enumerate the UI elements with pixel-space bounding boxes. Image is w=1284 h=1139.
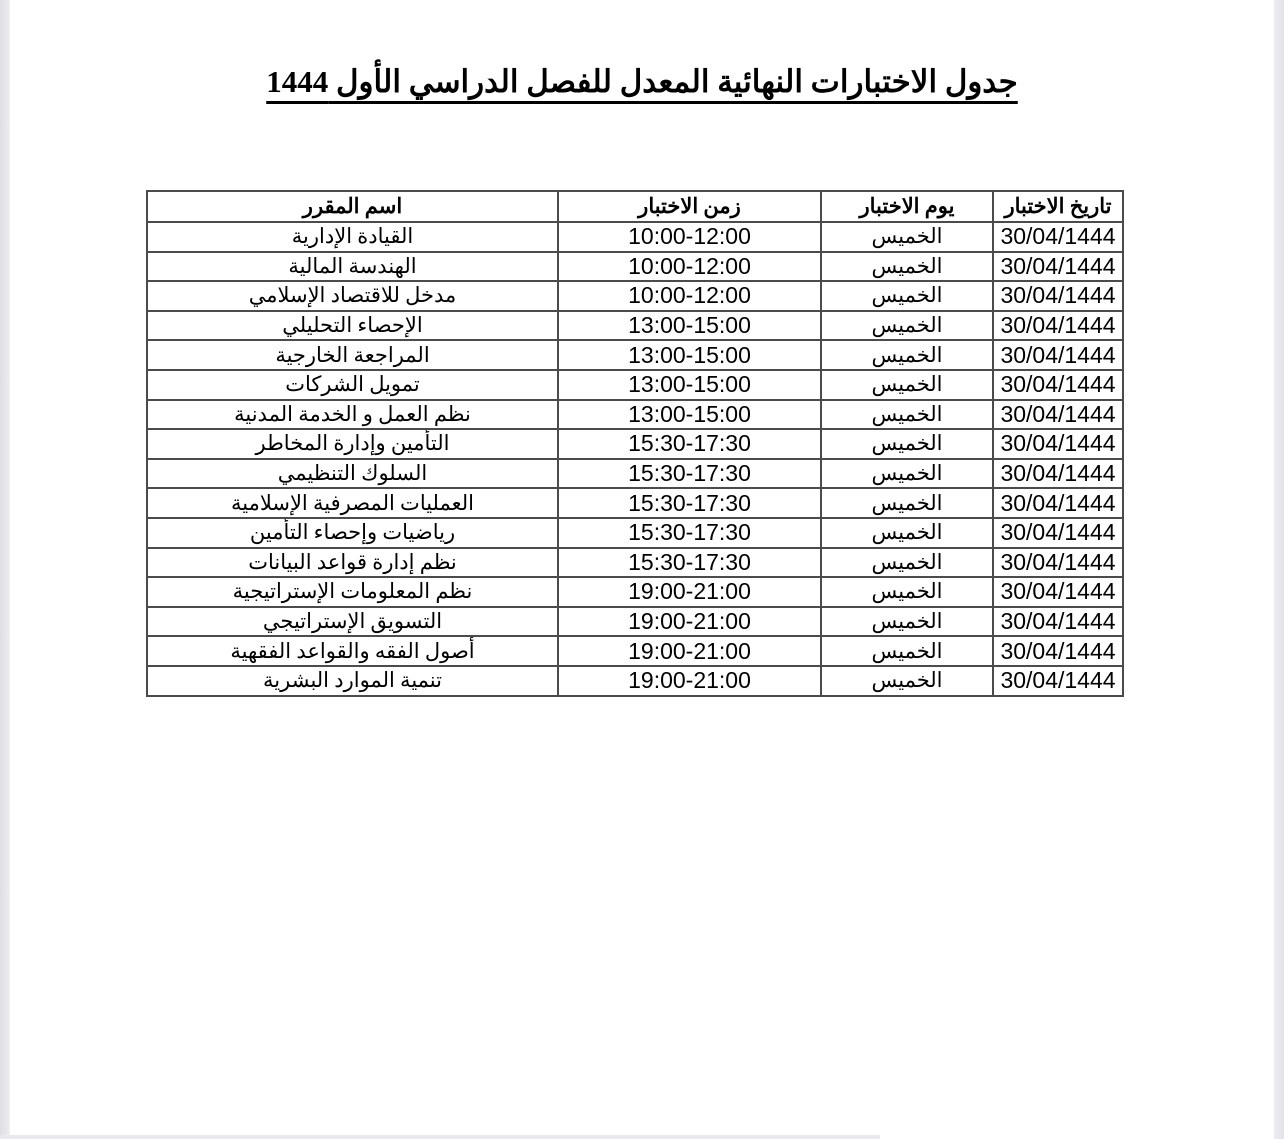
cell-time: 15:30-17:30 [558,429,821,459]
cell-time: 15:30-17:30 [558,459,821,489]
table-row [147,370,1123,400]
table-row [147,488,1123,518]
table-row [147,459,1123,489]
table-row [147,666,1123,696]
cell-course: رياضيات وإحصاء التأمين [147,518,558,548]
cell-date: 30/04/1444 [993,370,1123,400]
cell-course: التسويق الإستراتيجي [147,607,558,637]
table-row [147,518,1123,548]
cell-course: نظم العمل و الخدمة المدنية [147,400,558,430]
cell-date: 30/04/1444 [993,311,1123,341]
column-header-day: يوم الاختبار [821,191,993,222]
cell-time: 19:00-21:00 [558,636,821,666]
cell-day: الخميس [821,548,993,578]
cell-date: 30/04/1444 [993,281,1123,311]
cell-time: 15:30-17:30 [558,518,821,548]
cell-day: الخميس [821,577,993,607]
cell-time: 13:00-15:00 [558,370,821,400]
cell-time: 10:00-12:00 [558,222,821,252]
cell-time: 19:00-21:00 [558,577,821,607]
cell-day: الخميس [821,488,993,518]
cell-day: الخميس [821,340,993,370]
cell-course: نظم إدارة قواعد البيانات [147,548,558,578]
cell-day: الخميس [821,222,993,252]
table-row [147,400,1123,430]
table-row [147,281,1123,311]
table-row [147,548,1123,578]
cell-course: الهندسة المالية [147,252,558,282]
cell-time: 10:00-12:00 [558,281,821,311]
cell-day: الخميس [821,607,993,637]
cell-day: الخميس [821,370,993,400]
cell-date: 30/04/1444 [993,429,1123,459]
cell-course: مدخل للاقتصاد الإسلامي [147,281,558,311]
cell-course: القيادة الإدارية [147,222,558,252]
cell-course: تمويل الشركات [147,370,558,400]
cell-date: 30/04/1444 [993,459,1123,489]
cell-day: الخميس [821,281,993,311]
page-edge-bottom [0,1135,880,1139]
cell-date: 30/04/1444 [993,666,1123,696]
cell-time: 13:00-15:00 [558,311,821,341]
page-edge-right [1274,0,1284,1139]
cell-time: 15:30-17:30 [558,548,821,578]
page-edge-left [0,0,10,1139]
cell-time: 13:00-15:00 [558,340,821,370]
cell-day: الخميس [821,311,993,341]
table-row [147,222,1123,252]
cell-date: 30/04/1444 [993,340,1123,370]
table-row [147,577,1123,607]
cell-time: 15:30-17:30 [558,488,821,518]
cell-course: الإحصاء التحليلي [147,311,558,341]
cell-date: 30/04/1444 [993,252,1123,282]
cell-course: العمليات المصرفية الإسلامية [147,488,558,518]
cell-date: 30/04/1444 [993,607,1123,637]
cell-course: المراجعة الخارجية [147,340,558,370]
cell-day: الخميس [821,518,993,548]
table-row [147,429,1123,459]
cell-time: 13:00-15:00 [558,400,821,430]
cell-time: 10:00-12:00 [558,252,821,282]
cell-date: 30/04/1444 [993,400,1123,430]
table-row [147,636,1123,666]
cell-course: أصول الفقه والقواعد الفقهية [147,636,558,666]
table-row [147,607,1123,637]
page-title: جدول الاختبارات النهائية المعدل للفصل الدراسي الأول 1444 [266,64,1018,99]
cell-course: السلوك التنظيمي [147,459,558,489]
column-header-time: زمن الاختبار [558,191,821,222]
cell-course: تنمية الموارد البشرية [147,666,558,696]
cell-day: الخميس [821,400,993,430]
cell-course: التأمين وإدارة المخاطر [147,429,558,459]
cell-time: 19:00-21:00 [558,666,821,696]
cell-course: نظم المعلومات الإستراتيجية [147,577,558,607]
cell-date: 30/04/1444 [993,577,1123,607]
table-header-row [147,191,1123,222]
table-header [147,191,1123,222]
exam-schedule-table [146,190,1124,697]
cell-date: 30/04/1444 [993,222,1123,252]
cell-day: الخميس [821,252,993,282]
table-row [147,340,1123,370]
cell-time: 19:00-21:00 [558,607,821,637]
cell-date: 30/04/1444 [993,488,1123,518]
cell-date: 30/04/1444 [993,636,1123,666]
column-header-date: تاريخ الاختبار [993,191,1123,222]
cell-date: 30/04/1444 [993,548,1123,578]
cell-day: الخميس [821,459,993,489]
table-row [147,252,1123,282]
cell-day: الخميس [821,636,993,666]
cell-day: الخميس [821,429,993,459]
cell-date: 30/04/1444 [993,518,1123,548]
column-header-course: اسم المقرر [147,191,558,222]
table-row [147,311,1123,341]
table-body [147,222,1123,696]
cell-day: الخميس [821,666,993,696]
